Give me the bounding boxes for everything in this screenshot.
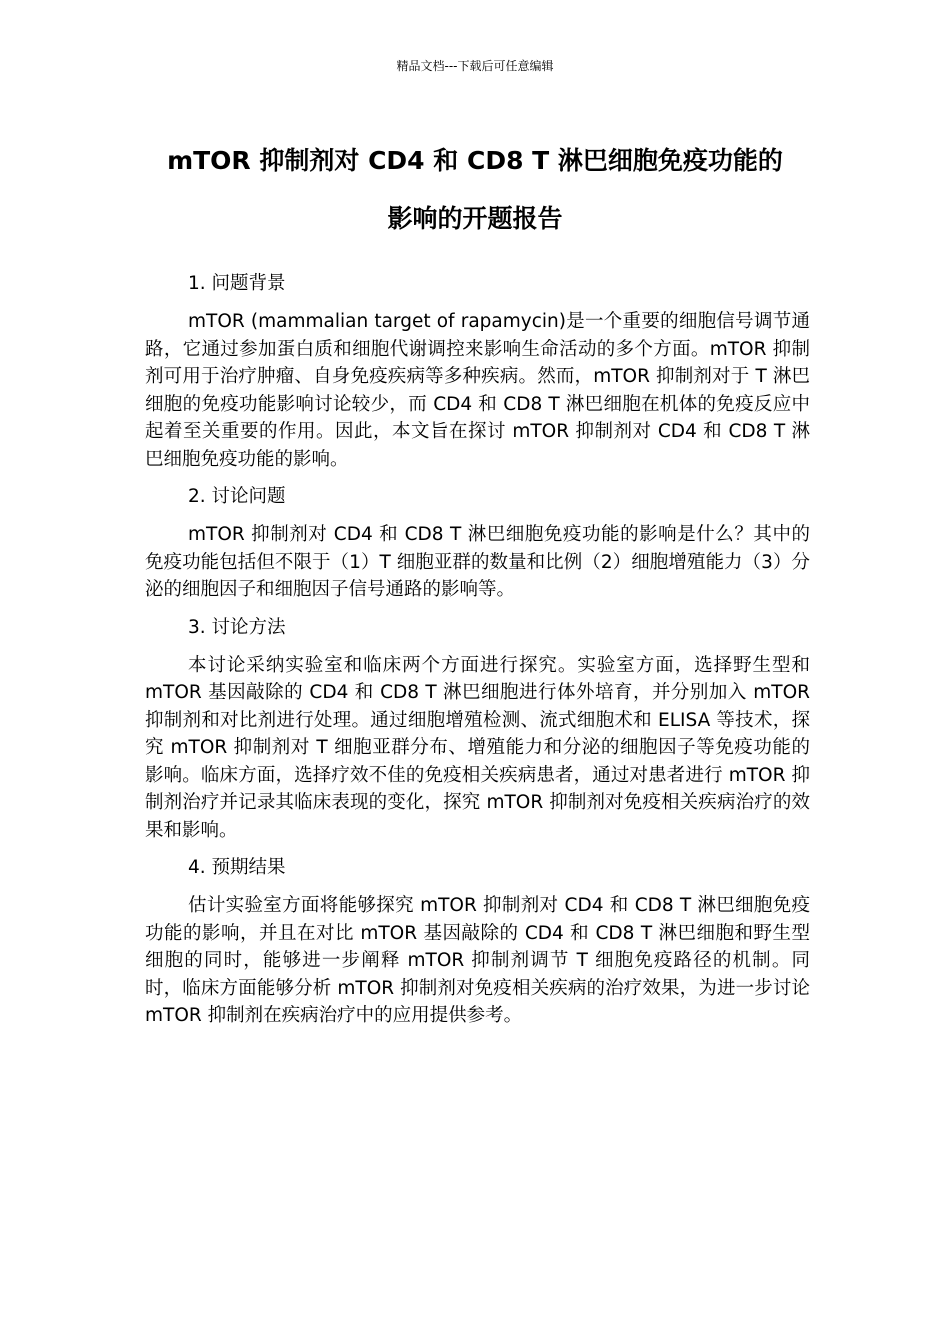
document-title [120, 132, 830, 248]
section-heading: 1. 问题背景 [188, 273, 286, 294]
title-line-1: mTOR 抑制剂对 CD4 和 CD8 T 淋巴细胞免疫功能的 [167, 146, 783, 175]
section-paragraph: mTOR (mammalian target of rapamycin)是一个重要的细胞信号调节通路，它通过参加蛋白质和细胞代谢调控来影响生命活动的多个方面。mTOR 抑制剂可用于治疗肿瘤、自身免疫疾病等多种疾病。然而，mTOR 抑制剂对于 T 淋巴细胞的免疫功能影响讨论较少，而 CD4 和 CD8 T 淋巴细胞在机体的免疫反应中起着至关重要的作用。因此，本文旨在探讨 mTOR 抑制剂对 CD4 和 CD8 T 淋巴细胞免疫功能的影响。 [145, 311, 810, 470]
section-paragraph: mTOR 抑制剂对 CD4 和 CD8 T 淋巴细胞免疫功能的影响是什么？其中的免疫功能包括但不限于（1）T 细胞亚群的数量和比例（2）细胞增殖能力（3）分泌的细胞因子和细胞因子信号通路的影响等。 [145, 524, 810, 600]
section-discussion-method [145, 614, 810, 845]
section-discussion-question [145, 483, 810, 604]
section-background [145, 270, 810, 473]
section-paragraph: 本讨论采纳实验室和临床两个方面进行探究。实验室方面，选择野生型和 mTOR 基因敲除的 CD4 和 CD8 T 淋巴细胞进行体外培育，并分别加入 mTOR 抑制剂和对比剂进行处理。通过细胞增殖检测、流式细胞术和 ELISA 等技术，探究 mTOR 抑制剂对 T 细胞亚群分布、增殖能力和分泌的细胞因子等免疫功能的影响。临床方面，选择疗效不佳的免疫相关疾病患者，通过对患者进行 mTOR 抑制剂治疗并记录其临床表现的变化，探究 mTOR 抑制剂对免疫相关疾病治疗的效果和影响。 [145, 654, 810, 841]
page-header: 精品文档---下载后可任意编辑 [396, 59, 554, 73]
section-paragraph: 估计实验室方面将能够探究 mTOR 抑制剂对 CD4 和 CD8 T 淋巴细胞免疫功能的影响，并且在对比 mTOR 基因敲除的 CD4 和 CD8 T 淋巴细胞和野生型细胞的同时，能够进一步阐释 mTOR 抑制剂调节 T 细胞免疫路径的机制。同时，临床方面能够分析 mTOR 抑制剂对免疫相关疾病的治疗效果，为进一步讨论 mTOR 抑制剂在疾病治疗中的应用提供参考。 [145, 895, 810, 1026]
section-heading: 2. 讨论问题 [188, 486, 286, 507]
title-line-2: 影响的开题报告 [387, 204, 563, 233]
section-heading: 4. 预期结果 [188, 857, 286, 878]
section-heading: 3. 讨论方法 [188, 616, 286, 638]
section-expected-results [145, 854, 810, 1030]
document-body [145, 270, 810, 1040]
